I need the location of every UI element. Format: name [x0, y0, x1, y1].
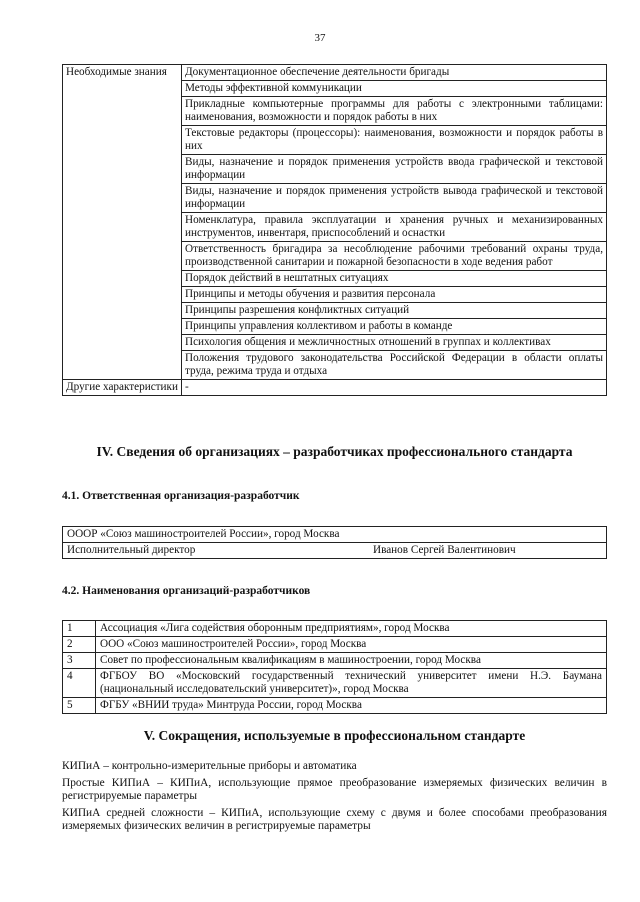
developer-name: Совет по профессиональным квалификациям в машиностроении, город Москва	[96, 653, 607, 669]
abbreviations-list	[62, 760, 607, 837]
knowledge-item: Прикладные компьютерные программы для работы с электронными таблицами: наименования, возможности и порядок работы в них	[182, 97, 607, 126]
knowledge-item: Документационное обеспечение деятельности бригады	[182, 65, 607, 81]
developer-name: ФГБОУ ВО «Московский государственный технический университет имени Н.Э. Баумана (национальный исследовательский университет)», город Москва	[96, 669, 607, 698]
knowledge-item: Принципы управления коллективом и работы в команде	[182, 319, 607, 335]
abbreviation-line: Простые КИПиА – КИПиА, использующие прямое преобразование измеряемых физических величин в регистрируемые параметры	[62, 776, 607, 802]
knowledge-item: Психология общения и межличностных отношений в группах и коллективах	[182, 335, 607, 351]
table-row	[63, 621, 607, 637]
knowledge-item: Текстовые редакторы (процессоры): наименования, возможности и порядок работы в них	[182, 126, 607, 155]
knowledge-item: Принципы и методы обучения и развития персонала	[182, 287, 607, 303]
knowledge-item: Номенклатура, правила эксплуатации и хранения ручных и механизированных инструментов, инвентаря, приспособлений и оснастки	[182, 213, 607, 242]
knowledge-item: Положения трудового законодательства Российской Федерации в области оплаты труда, режима труда и отдыха	[182, 351, 607, 380]
abbreviation-line: КИПиА – контрольно-измерительные приборы и автоматика	[62, 760, 357, 772]
developers-table	[62, 620, 607, 714]
abbreviation-line: КИПиА средней сложности – КИПиА, использующие схему с двумя и более способами преобразования измеряемых физических величин в регистрируемые параметры	[62, 806, 607, 832]
knowledge-item: Принципы разрешения конфликтных ситуаций	[182, 303, 607, 319]
developer-number: 5	[63, 698, 96, 714]
table-row	[63, 543, 607, 559]
table-row	[63, 669, 607, 698]
responsible-position: Исполнительный директор	[63, 543, 372, 559]
other-value: -	[182, 380, 607, 396]
responsible-org-table	[62, 526, 607, 559]
section-iv-title: IV. Сведения об организациях – разработчиках профессионального стандарта	[96, 444, 573, 459]
knowledge-table	[62, 64, 607, 396]
page-number: 37	[314, 32, 326, 44]
knowledge-item: Порядок действий в нештатных ситуациях	[182, 271, 607, 287]
table-row	[63, 637, 607, 653]
developer-number: 3	[63, 653, 96, 669]
responsible-org: ОООР «Союз машиностроителей России», город Москва	[63, 527, 607, 543]
developer-name: ООО «Союз машиностроителей России», город Москва	[96, 637, 607, 653]
knowledge-item: Виды, назначение и порядок применения устройств вывода графической и текстовой информации	[182, 184, 607, 213]
responsible-name: Иванов Сергей Валентинович	[371, 543, 607, 559]
developer-number: 1	[63, 621, 96, 637]
subsection-4-2-title: 4.2. Наименования организаций-разработчиков	[62, 585, 311, 597]
section-v-title: V. Сокращения, используемые в профессиональном стандарте	[143, 728, 526, 743]
developer-name: ФГБУ «ВНИИ труда» Минтруда России, город Москва	[96, 698, 607, 714]
table-row	[63, 380, 607, 396]
subsection-4-1-title: 4.1. Ответственная организация-разработчик	[62, 490, 300, 502]
table-row	[63, 653, 607, 669]
knowledge-item: Методы эффективной коммуникации	[182, 81, 607, 97]
developer-number: 2	[63, 637, 96, 653]
developer-name: Ассоциация «Лига содействия оборонным предприятиям», город Москва	[96, 621, 607, 637]
developer-number: 4	[63, 669, 96, 698]
table-row	[63, 65, 607, 81]
knowledge-item: Виды, назначение и порядок применения устройств ввода графической и текстовой информации	[182, 155, 607, 184]
knowledge-item: Ответственность бригадира за несоблюдение рабочими требований охраны труда, производственной санитарии и пожарной безопасности в ходе ведения работ	[182, 242, 607, 271]
other-label: Другие характеристики	[63, 380, 182, 396]
table-row	[63, 698, 607, 714]
table-row	[63, 527, 607, 543]
knowledge-label: Необходимые знания	[63, 65, 182, 380]
